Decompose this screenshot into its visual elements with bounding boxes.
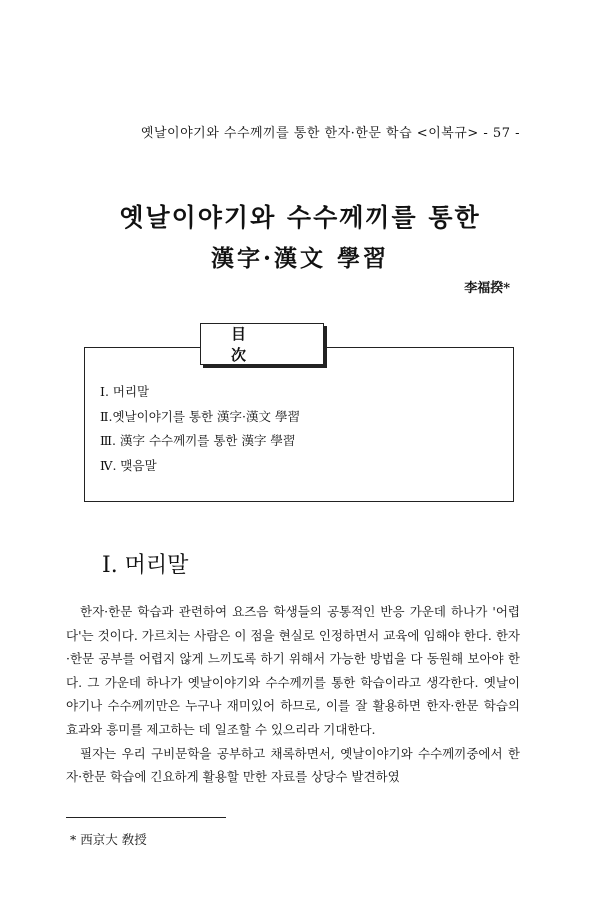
- toc-item: Ⅰ. 머리말: [100, 384, 150, 399]
- toc-list: [100, 380, 300, 478]
- paragraph: 한자·한문 학습과 관련하여 요즈음 학생들의 공통적인 반응 가운데 하나가 '어렵다'는 것이다. 가르치는 사람은 이 점을 현실로 인정하면서 교육에 임해야 한다. 한자·한문 공부를 어렵지 않게 느끼도록 하기 위해서 가능한 방법을 다 동원해 보아야 한다. 그 가운데 하나가 옛날이야기와 수수께끼를 통한 학습이라고 생각한다. 옛날이야기나 수수께끼만은 누구나 재미있어 하므로, 이를 잘 활용하면 한자·한문 학습의 효과와 흥미를 제고하는 데 일조할 수 있으리라 기대한다.: [66, 604, 520, 737]
- body-text: [66, 600, 520, 789]
- article-title: 옛날이야기와 수수께끼를 통한: [119, 203, 481, 232]
- toc-item: Ⅲ. 漢字 수수께끼를 통한 漢字 學習: [100, 433, 296, 448]
- footnote-divider: [66, 817, 226, 818]
- author-name: 李福揆*: [464, 281, 510, 296]
- section-title: Ⅰ. 머리말: [102, 553, 189, 578]
- footnote: * 西京大 敎授: [70, 832, 147, 847]
- running-head: 옛날이야기와 수수께끼를 통한 한자·한문 학습 <이복규> - 57 -: [140, 126, 520, 141]
- article-subtitle: 漢字·漢文 學習: [210, 245, 389, 272]
- paragraph: 필자는 우리 구비문학을 공부하고 채록하면서, 옛날이야기와 수수께끼중에서 한자·한문 학습에 긴요하게 활용할 만한 자료를 상당수 발견하였: [66, 745, 520, 785]
- toc-heading: 目 次: [200, 323, 324, 365]
- toc-item: Ⅱ.옛날이야기를 통한 漢字·漢文 學習: [100, 408, 300, 424]
- toc-item: Ⅳ. 맺음말: [100, 457, 157, 473]
